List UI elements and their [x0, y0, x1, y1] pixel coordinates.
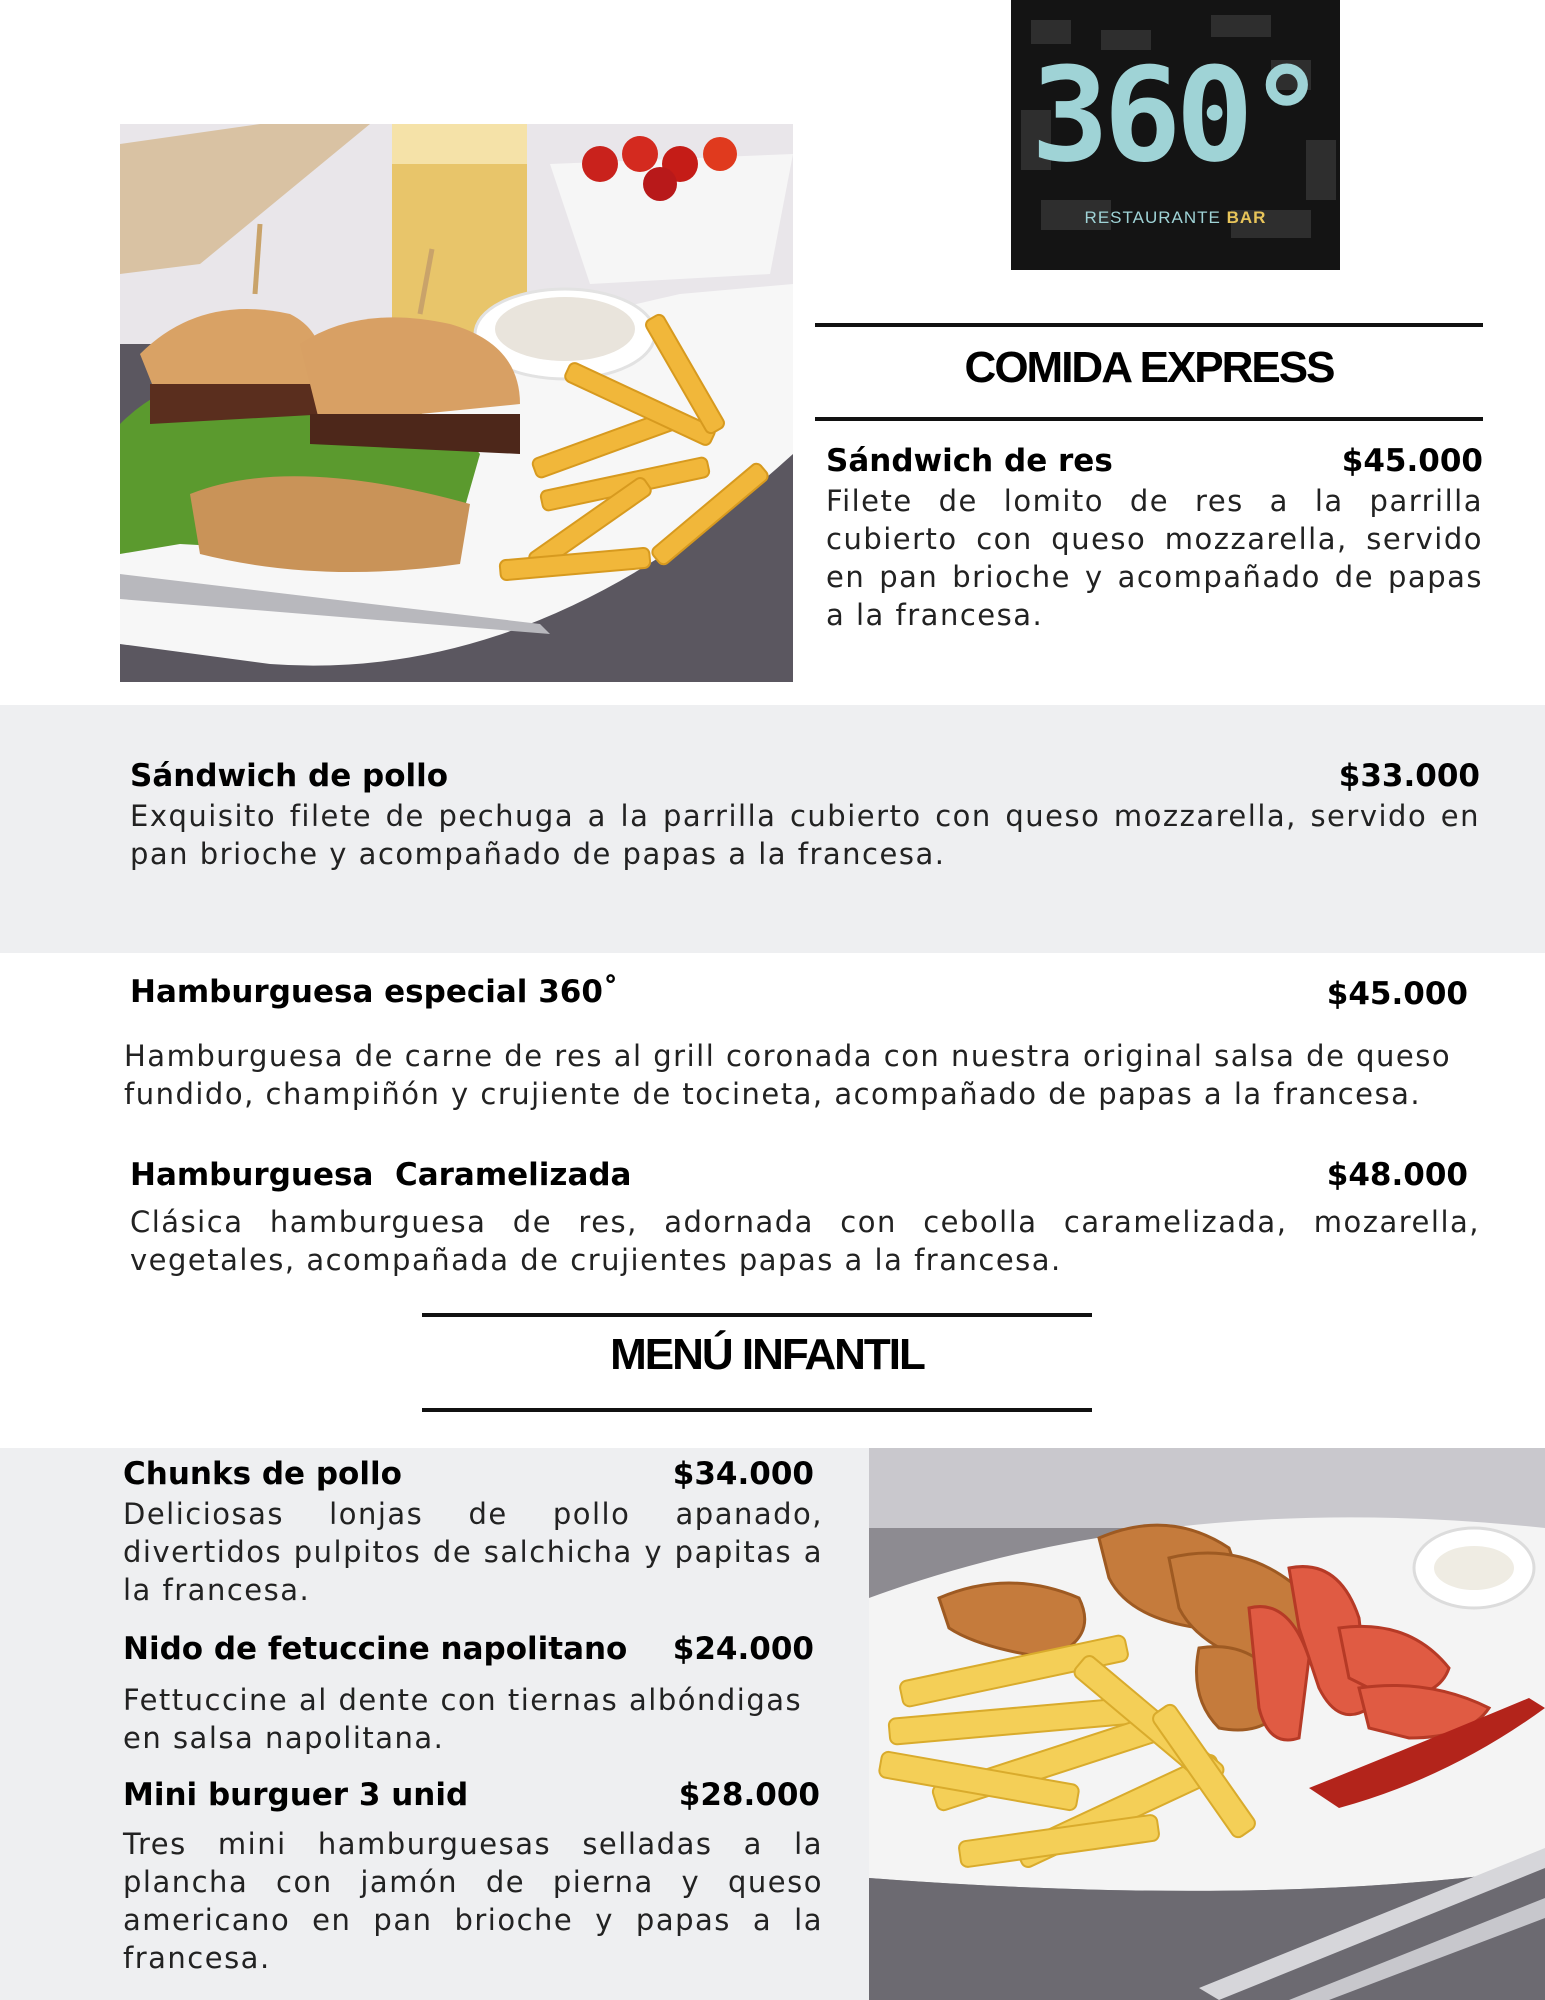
item-name: Sándwich de res	[826, 443, 1113, 479]
item-name: Nido de fetuccine napolitano	[123, 1631, 628, 1667]
logo-subtitle	[1011, 208, 1340, 228]
section-title-infantil: MENÚ INFANTIL	[610, 1330, 924, 1379]
item-description: Filete de lomito de res a la parrilla cubierto con queso mozzarella, servido en pan brioche y acompañado de papas a la francesa.	[826, 484, 1483, 632]
logo-mark: 360°	[1030, 39, 1321, 191]
logo-subtitle-accent: BAR	[1226, 208, 1267, 227]
item-name: Hamburguesa Caramelizada	[130, 1157, 632, 1193]
item-description: Hamburguesa de carne de res al grill coronada con nuestra original salsa de queso fundido, champiñón y crujiente de tocineta, acompañado de papas a la francesa.	[124, 1039, 1452, 1111]
item-price: $45.000	[1326, 976, 1468, 1012]
chicken-chunks-photo	[869, 1448, 1545, 2000]
infantil-bottom-rule	[422, 1408, 1092, 1412]
item-description: Tres mini hamburguesas selladas a la plancha con jamón de pierna y queso americano en pan brioche y papas a la francesa.	[123, 1827, 823, 1975]
item-price: $24.000	[672, 1631, 814, 1667]
item-name: Mini burguer 3 unid	[123, 1777, 469, 1813]
restaurant-logo	[1011, 0, 1340, 270]
infantil-top-rule	[422, 1313, 1092, 1317]
express-bottom-rule	[815, 417, 1483, 421]
item-description: Clásica hamburguesa de res, adornada con cebolla caramelizada, mozarella, vegetales, acompañada de crujientes papas a la francesa.	[130, 1205, 1480, 1277]
item-price: $48.000	[1326, 1157, 1468, 1193]
item-price: $33.000	[1338, 758, 1480, 794]
item-price: $28.000	[678, 1777, 820, 1813]
item-name: Chunks de pollo	[123, 1456, 402, 1492]
item-description: Exquisito filete de pechuga a la parrilla cubierto con queso mozzarella, servido en pan brioche y acompañado de papas a la francesa.	[130, 799, 1480, 871]
item-price: $34.000	[672, 1456, 814, 1492]
express-top-rule	[815, 323, 1483, 327]
item-description: Deliciosas lonjas de pollo apanado, divertidos pulpitos de salchicha y papitas a la francesa.	[123, 1497, 823, 1607]
section-title-express: COMIDA EXPRESS	[964, 343, 1334, 392]
item-price: $45.000	[1341, 443, 1483, 479]
item-name: Hamburguesa especial 360˚	[130, 974, 619, 1010]
sandwich-photo	[120, 124, 793, 682]
item-name: Sándwich de pollo	[130, 758, 449, 794]
logo-subtitle-text: RESTAURANTE	[1084, 208, 1227, 227]
item-description: Fettuccine al dente con tiernas albóndigas en salsa napolitana.	[123, 1683, 803, 1755]
